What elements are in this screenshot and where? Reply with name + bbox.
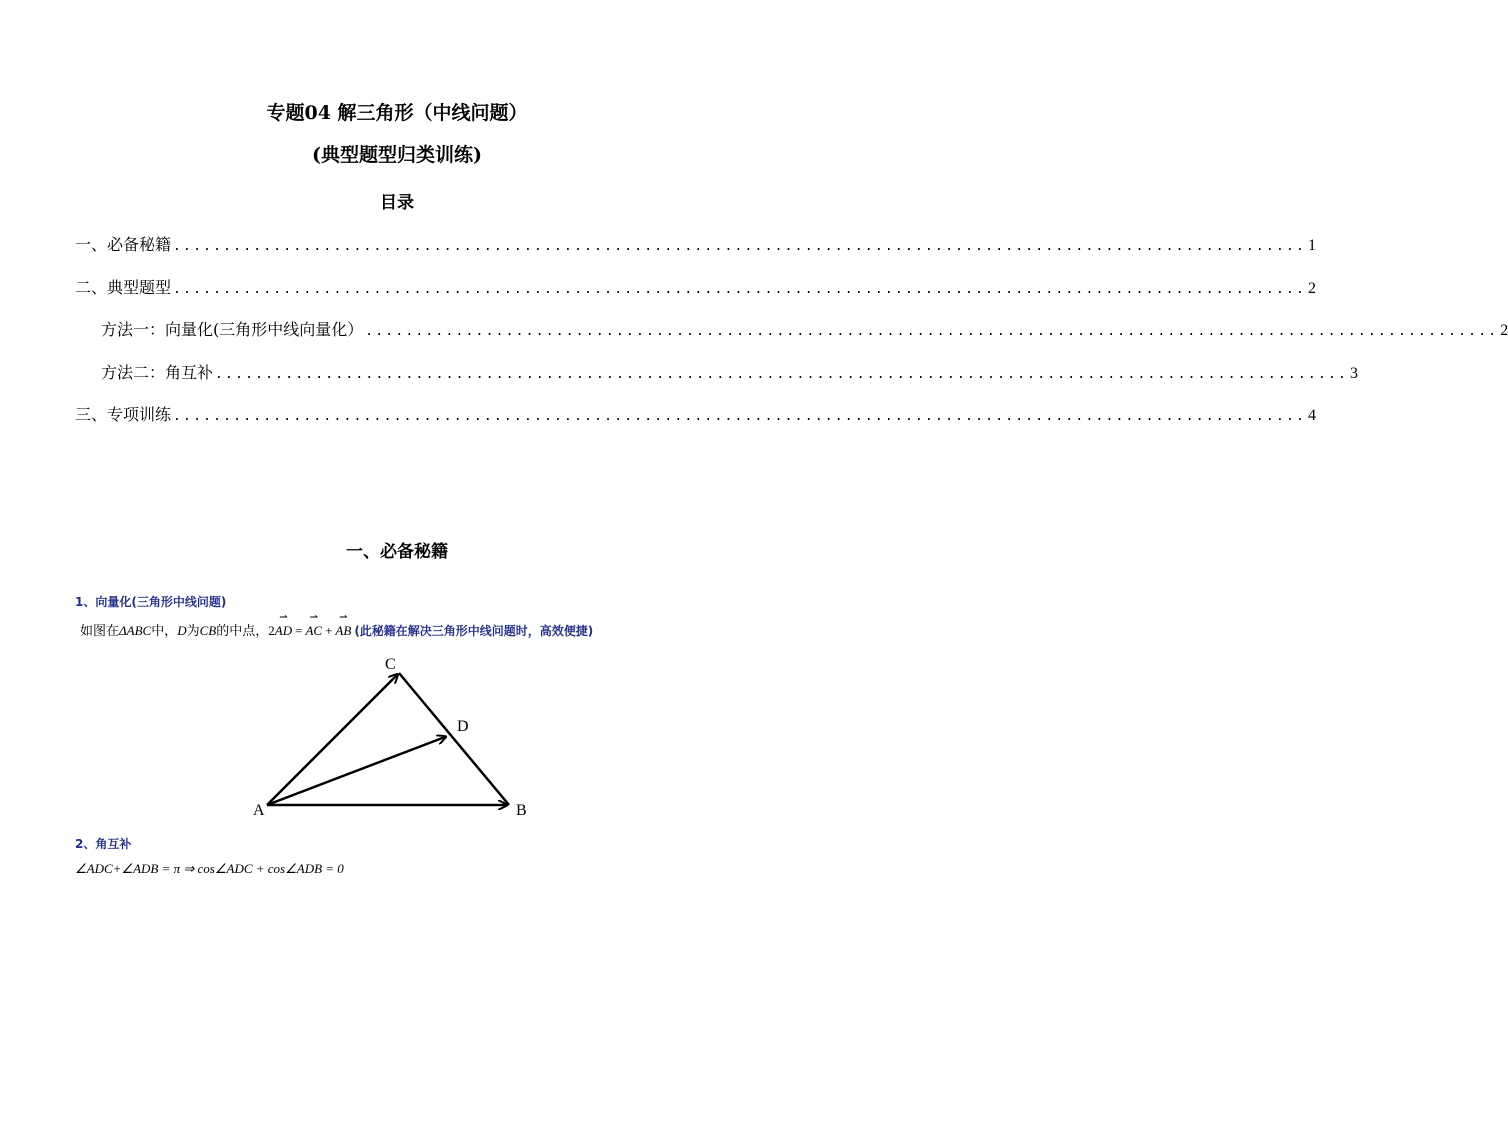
toc-entry-label: 二、典型题型 [75, 278, 172, 297]
item1-text-line [80, 620, 593, 639]
toc-entry-label: 一、必备秘籍 [75, 235, 172, 254]
toc-entry-label: 方法二：角互补 [101, 363, 214, 382]
toc-entry-label: 三、专项训练 [75, 405, 172, 424]
toc-entry[interactable] [101, 360, 1359, 383]
plus-sign: + [325, 623, 333, 638]
label-d: D [457, 718, 469, 735]
formula-coefficient: 2 [268, 623, 275, 638]
text-mid: 为 [186, 623, 200, 638]
label-c: C [385, 656, 396, 673]
toc-entry-page: 1 [1308, 237, 1317, 254]
vector-ad-arrow [267, 737, 445, 805]
side-cb-line [399, 673, 509, 805]
toc-entry-page: 2 [1500, 322, 1508, 339]
triangle-figure [240, 650, 540, 825]
toc-heading: 目录 [380, 193, 414, 213]
vector-ab: ⇀ AB [335, 623, 351, 639]
angle-complement-formula: ∠ADC+∠ADB = π ⇒ cos∠ADC + cos∠ADB = 0 [75, 861, 344, 876]
point-d: D [177, 623, 187, 638]
vector-ac: ⇀ AC [305, 623, 322, 639]
vector-ac-arrow [267, 675, 397, 805]
triangle-abc: ΔABC [119, 623, 152, 638]
toc-entry[interactable] [75, 275, 1317, 298]
label-b: B [516, 802, 527, 819]
toc-leader-dots: ................................................................................................................. [173, 239, 1307, 254]
toc-entry[interactable] [101, 317, 1508, 340]
toc-leader-dots: ................................................................................................................. [173, 409, 1307, 424]
text-mid: 中， [151, 623, 178, 638]
toc-entry[interactable] [75, 232, 1317, 255]
item1-heading: 1、向量化(三角形中线问题) [75, 595, 227, 609]
label-a: A [253, 802, 265, 819]
text-mid: 的中点， [216, 623, 269, 638]
toc-entry[interactable] [75, 402, 1317, 425]
toc-leader-dots: ................................................................................................................. [365, 324, 1499, 339]
toc-entry-label: 方法一：向量化(三角形中线向量化） [101, 320, 364, 339]
vector-ad: ⇀ AD [275, 623, 292, 639]
formula-note: (此秘籍在解决三角形中线问题时，高效便捷) [354, 624, 594, 638]
document-subtitle: (典型题型归类训练) [312, 144, 482, 166]
document-title: 专题04 解三角形（中线问题） [266, 102, 528, 124]
toc-leader-dots: ................................................................................................................. [173, 282, 1307, 297]
equals-sign: = [295, 623, 303, 638]
toc-entry-page: 3 [1350, 365, 1359, 382]
text-prefix: 如图在 [80, 623, 120, 638]
item2-heading: 2、角互补 [75, 837, 132, 851]
toc-entry-page: 2 [1308, 280, 1317, 297]
toc-entry-page: 4 [1308, 407, 1317, 424]
segment-cb: CB [199, 623, 217, 638]
toc-leader-dots: ................................................................................................................. [215, 367, 1349, 382]
section-heading: 一、必备秘籍 [346, 542, 448, 562]
